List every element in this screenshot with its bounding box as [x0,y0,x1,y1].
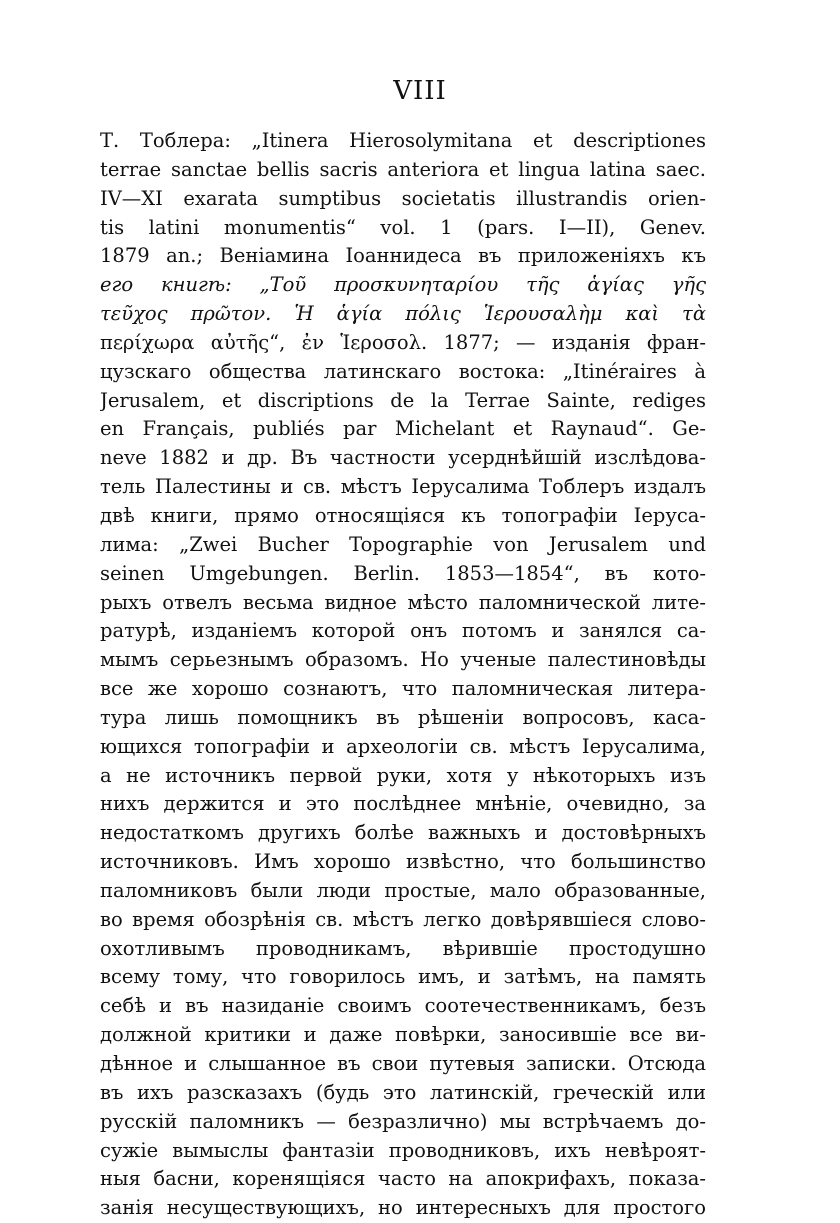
text-line: во время обозрѣнія св. мѣстъ легко довѣрявшіеся слово- [100,907,706,931]
text-line: охотливымъ проводникамъ, вѣрившіе простодушно [100,936,706,960]
text-line: en Français, publiés par Michelant et Raynaud“. Ge- [100,417,706,441]
text-line: все же хорошо сознаютъ, что паломническая литера- [100,677,706,701]
body-text [100,127,706,1223]
text-line: ющихся топографіи и археологіи св. мѣстъ Іерусалима, [100,734,706,758]
text-line: περίχωρα αὐτῆς“, ἐν Ἱεροσολ. 1877; — изданія фран- [100,330,706,354]
text-line: русскій паломникъ — безразлично) мы встрѣчаемъ до- [100,1109,706,1133]
text-line: Jerusalem, et discriptions de la Terrae Sainte, rediges [100,388,706,412]
text-line: источниковъ. Имъ хорошо извѣстно, что большинство [100,850,706,874]
text-line: въ ихъ разсказахъ (будь это латинскій, греческій или [100,1080,706,1104]
text-line: цузскаго общества латинскаго востока: „Itinéraires à [100,359,706,383]
text-line: нихъ держится и это послѣднее мнѣніе, очевидно, за [100,792,706,816]
page-number: VIII [393,76,447,106]
text-line: τεῦχος πρῶτον. Ἡ ἁγία πόλις Ἱερουσαλὴμ καὶ τὰ [100,302,706,326]
text-line: neve 1882 и др. Въ частности усерднѣйшій изслѣдова- [100,446,706,470]
text-line: мымъ серьезнымъ образомъ. Но ученые палестиновѣды [100,648,706,672]
text-line: занія несуществующихъ, но интересныхъ для простого [100,1196,706,1220]
text-line: ратурѣ, изданіемъ которой онъ потомъ и занялся са- [100,619,706,643]
text-line: всему тому, что говорилось имъ, и затѣмъ, на память [100,965,706,989]
text-line: должной критики и даже повѣрки, заносившіе все ви- [100,1023,706,1047]
text-line: рыхъ отвелъ весьма видное мѣсто паломнической лите- [100,590,706,614]
text-line: seinen Umgebungen. Berlin. 1853—1854“, въ кото- [100,561,706,585]
text-line: недостаткомъ другихъ болѣе важныхъ и достовѣрныхъ [100,821,706,845]
text-line: terrae sanctae bellis sacris anteriora et lingua latina saec. [100,157,706,181]
text-line: 1879 an.; Веніамина Іоаннидеса въ приложеніяхъ къ [100,244,706,268]
text-line: лима: „Zwei Bucher Topographie von Jerusalem und [100,532,706,556]
text-line: ныя басни, коренящіяся часто на апокрифахъ, показа- [100,1167,706,1191]
text-line: а не источникъ первой руки, хотя у нѣкоторыхъ изъ [100,763,706,787]
text-line: тель Палестины и св. мѣстъ Іерусалима Тоблеръ издалъ [100,475,706,499]
text-line: tis latini monumentis“ vol. 1 (pars. I—II), Genev. [100,215,706,239]
text-line: сужіе вымыслы фантазіи проводниковъ, ихъ невѣроят- [100,1138,706,1162]
text-line: его книгѣ: „Τοῦ προσκυνηταρίου τῆς ἁγίας γῆς [100,273,706,297]
text-line: двѣ книги, прямо относящіяся къ топографіи Іеруса- [100,503,706,527]
text-line: Т. Тоблера: „Itinera Hierosolymitana et descriptiones [100,129,706,152]
text-line: паломниковъ были люди простые, мало образованные, [100,878,706,902]
text-line: IV—XI exarata sumptibus societatis illustrandis orien- [100,186,706,210]
text-line: себѣ и въ назиданіе своимъ соотечественникамъ, безъ [100,994,706,1018]
text-line: тура лишь помощникъ въ рѣшеніи вопросовъ, каса- [100,705,706,729]
text-line: дѣнное и слышанное въ свои путевыя записки. Отсюда [100,1052,706,1075]
